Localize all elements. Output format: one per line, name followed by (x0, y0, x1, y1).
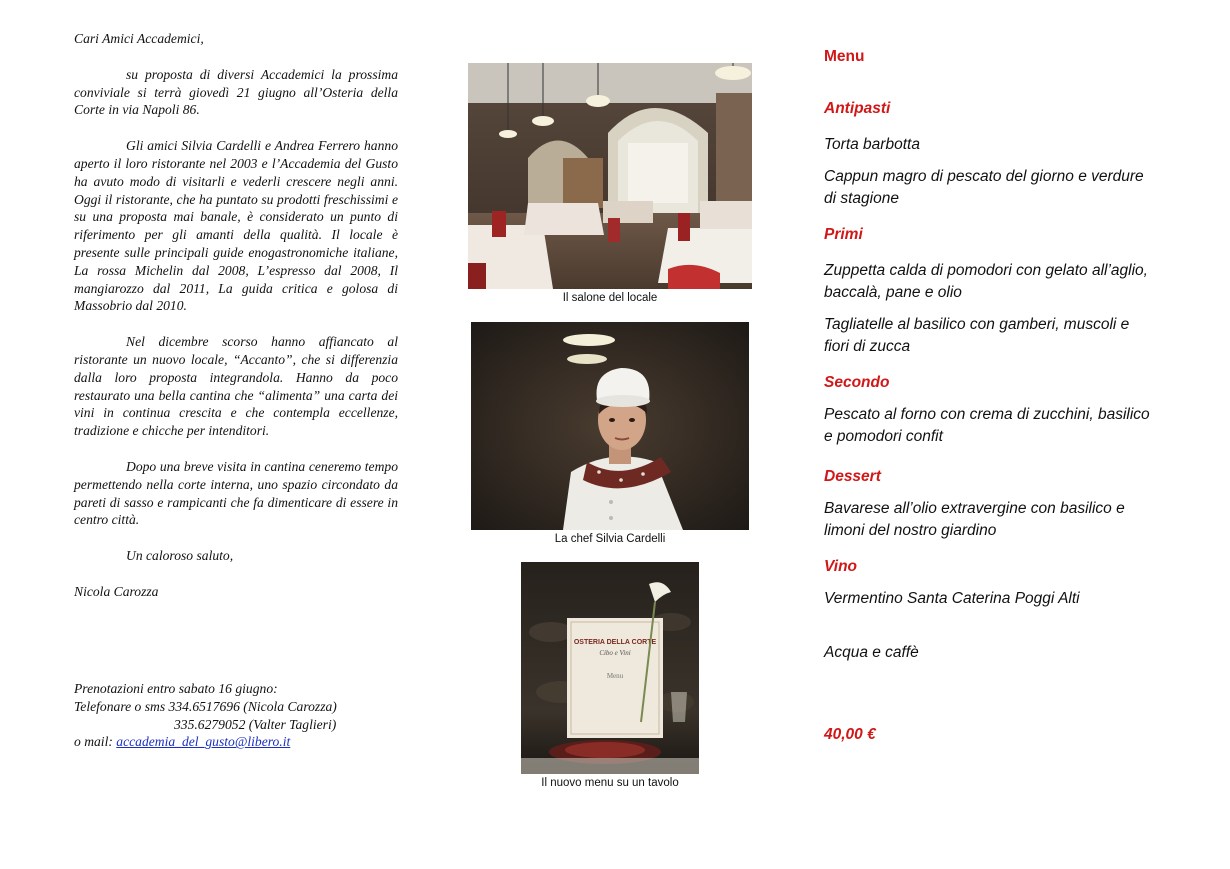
menu-title: Menu (824, 48, 865, 65)
dessert-item-1: Bavarese all’olio extravergine con basilico e limoni del nostro giardino (824, 500, 1125, 539)
booking-info (74, 680, 404, 751)
vino-heading: Vino (824, 558, 858, 575)
photo-caption-chef: La chef Silvia Cardelli (554, 533, 666, 545)
menu-price: 40,00 € (824, 726, 876, 743)
letter-closing: Un caloroso saluto, (126, 548, 234, 564)
letter-paragraph-intro: su proposta di diversi Accademici la prossima conviviale si terrà giovedì 21 giugno all’Osteria della Corte in via Napoli 86. (74, 66, 398, 118)
menu-table-illustration (521, 562, 699, 774)
restaurant-hall-photo (468, 63, 752, 289)
menu-card-title: OSTERIA DELLA CORTE (573, 639, 657, 646)
letter-paragraph-restaurant: Gli amici Silvia Cardelli e Andrea Ferrero hanno aperto il loro ristorante nel 2003 e l’Accademia del Gusto ha avuto modo di visitarli e vederli crescere negli anni. Oggi il ristorante, che ha puntato su prodotti freschissimi e su una proposta mai banale, è considerato un punto di riferimento per gli amanti della qualità. Il locale è presente sulle principali guide enogastronomiche italiane, La rossa Michelin dal 2008, L’espresso dal 2008, Il mangiarozzo dal 2011, La guida critica e golosa di Massobrio dal 2010. (74, 138, 398, 314)
photo-caption-menu: Il nuovo menu su un tavolo (541, 777, 679, 789)
invitation-letter (74, 30, 398, 601)
restaurant-hall-illustration (468, 63, 752, 289)
letter-paragraph-accanto: Nel dicembre scorso hanno affiancato al ristorante un nuovo locale, “Accanto”, che si differenzia dalla loro proposta integrandola. Hanno da poco restaurato una bella cantina che “alimenta” una carta dei vini in continua crescita e che contempla eccellenze, tradizione e chicche per intenditori. (74, 334, 398, 439)
primi-heading: Primi (824, 226, 863, 243)
menu-table-photo (521, 562, 699, 774)
dessert-heading: Dessert (824, 468, 881, 485)
secondo-heading: Secondo (824, 374, 890, 391)
chef-illustration (471, 322, 749, 530)
booking-deadline: Prenotazioni entro sabato 16 giugno: (74, 681, 278, 696)
primi-item-2: Tagliatelle al basilico con gamberi, muscoli e fiori di zucca (824, 316, 1130, 355)
antipasti-item-1: Torta barbotta (824, 136, 920, 153)
booking-phone-1: Telefonare o sms 334.6517696 (Nicola Carozza) (74, 698, 337, 714)
letter-signature: Nicola Carozza (74, 583, 159, 599)
menu-card-word: Menu (606, 672, 624, 680)
extra-item: Acqua e caffè (824, 644, 919, 661)
antipasti-item-2: Cappun magro di pescato del giorno e verdure di stagione (824, 168, 1144, 207)
menu-card-subtitle: Cibo e Vini (599, 649, 631, 657)
booking-mail (74, 733, 404, 751)
chef-photo (471, 322, 749, 530)
letter-paragraph-visit: Dopo una breve visita in cantina ceneremo tempo permettendo nella corte interna, uno spazio circondato da pareti di sasso e rampicanti che fa dimenticare di essere in centro città. (74, 458, 398, 528)
secondo-item-1: Pescato al forno con crema di zucchini, basilico e pomodori confit (824, 406, 1150, 445)
letter-greeting: Cari Amici Accademici, (74, 31, 204, 46)
booking-mail-label: o mail: (74, 734, 117, 750)
primi-item-1: Zuppetta calda di pomodori con gelato all’aglio, baccalà, pane e olio (824, 262, 1148, 301)
vino-item-1: Vermentino Santa Caterina Poggi Alti (824, 590, 1080, 607)
photo-caption-hall: Il salone del locale (562, 292, 658, 304)
antipasti-heading: Antipasti (824, 100, 891, 117)
booking-mail-link[interactable]: accademia_del_gusto@libero.it (116, 734, 291, 750)
booking-phone-2: 335.6279052 (Valter Taglieri) (174, 716, 337, 732)
